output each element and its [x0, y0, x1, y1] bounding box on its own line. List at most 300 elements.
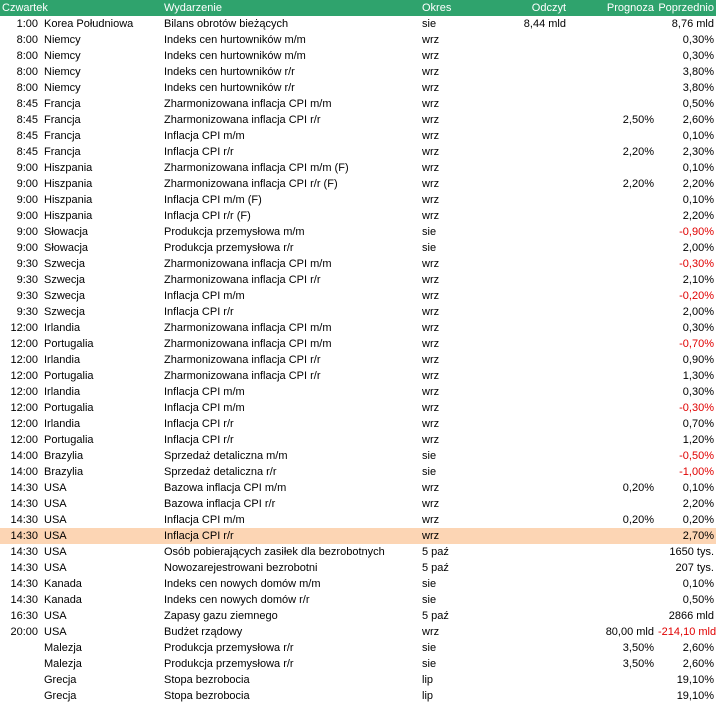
cell-forecast [568, 592, 656, 608]
cell-event: Sprzedaż detaliczna m/m [164, 450, 288, 462]
cell-actual [478, 208, 568, 224]
cell-event: Inflacja CPI m/m [164, 514, 245, 526]
cell-time: 8:45 [16, 130, 38, 142]
cell-time: 8:00 [16, 34, 38, 46]
cell-previous: 3,80% [682, 82, 714, 94]
cell-time: 14:30 [10, 578, 38, 590]
table-row [0, 144, 716, 160]
cell-forecast: 2,50% [622, 114, 654, 126]
table-row [0, 672, 716, 688]
cell-time: 9:00 [16, 242, 38, 254]
cell-time: 9:30 [16, 258, 38, 270]
cell-actual [478, 448, 568, 464]
cell-actual [478, 224, 568, 240]
cell-period: wrz [422, 178, 440, 190]
table-row [0, 128, 716, 144]
cell-time [0, 688, 42, 704]
cell-period: wrz [422, 290, 440, 302]
cell-forecast [568, 320, 656, 336]
cell-previous: 1,30% [682, 370, 714, 382]
cell-previous: 0,10% [682, 130, 714, 142]
cell-forecast [568, 336, 656, 352]
cell-actual [478, 304, 568, 320]
cell-previous: 2,60% [682, 658, 714, 670]
cell-actual [478, 656, 568, 672]
cell-actual [478, 320, 568, 336]
cell-event: Indeks cen nowych domów r/r [164, 594, 310, 606]
header-period: Okres [420, 0, 478, 16]
cell-time: 14:30 [10, 498, 38, 510]
cell-time: 14:30 [10, 482, 38, 494]
cell-forecast: 3,50% [622, 642, 654, 654]
cell-period: wrz [422, 210, 440, 222]
cell-period: wrz [422, 98, 440, 110]
cell-country: Słowacja [44, 242, 89, 254]
cell-forecast [568, 224, 656, 240]
cell-country: USA [44, 498, 67, 510]
cell-event: Indeks cen hurtowników r/r [164, 66, 295, 78]
cell-previous: 19,10% [676, 690, 714, 702]
cell-forecast [568, 80, 656, 96]
cell-time: 9:30 [16, 274, 38, 286]
cell-previous: 0,30% [682, 50, 714, 62]
cell-forecast: 0,20% [622, 482, 654, 494]
cell-time: 12:00 [10, 370, 38, 382]
header-row [0, 0, 716, 16]
cell-actual [478, 80, 568, 96]
cell-forecast [568, 192, 656, 208]
table-row [0, 448, 716, 464]
cell-country: Korea Południowa [44, 18, 134, 30]
cell-event: Zharmonizowana inflacja CPI r/r [164, 354, 321, 366]
cell-event: Zharmonizowana inflacja CPI m/m [164, 338, 332, 350]
table-row [0, 256, 716, 272]
cell-forecast [568, 64, 656, 80]
cell-period: wrz [422, 146, 440, 158]
cell-event: Indeks cen nowych domów m/m [164, 578, 321, 590]
cell-period: wrz [422, 514, 440, 526]
cell-event: Zapasy gazu ziemnego [164, 610, 278, 622]
cell-forecast [568, 400, 656, 416]
cell-forecast [568, 256, 656, 272]
cell-event: Inflacja CPI r/r [164, 434, 234, 446]
cell-forecast [568, 688, 656, 704]
cell-time [0, 640, 42, 656]
cell-event: Zharmonizowana inflacja CPI r/r (F) [164, 178, 338, 190]
cell-period: wrz [422, 626, 440, 638]
cell-actual [478, 480, 568, 496]
cell-time: 14:30 [10, 594, 38, 606]
cell-actual [478, 112, 568, 128]
cell-period: wrz [420, 528, 478, 544]
header-actual: Odczyt [478, 0, 568, 16]
cell-previous: 0,50% [682, 594, 714, 606]
cell-actual [478, 400, 568, 416]
cell-previous: -0,20% [679, 290, 714, 302]
cell-event: Inflacja CPI m/m [164, 402, 245, 414]
table-body [0, 16, 716, 704]
cell-event: Bazowa inflacja CPI m/m [164, 482, 287, 494]
cell-country: Hiszpania [44, 178, 93, 190]
table-row [0, 496, 716, 512]
cell-actual [478, 32, 568, 48]
cell-forecast [568, 368, 656, 384]
cell-event: Zharmonizowana inflacja CPI r/r [164, 274, 321, 286]
cell-event: Inflacja CPI r/r [164, 418, 234, 430]
cell-time: 9:00 [16, 178, 38, 190]
cell-event: Zharmonizowana inflacja CPI r/r [164, 370, 321, 382]
cell-forecast [568, 288, 656, 304]
cell-actual [478, 336, 568, 352]
cell-actual [478, 64, 568, 80]
cell-forecast [568, 416, 656, 432]
table-row [0, 368, 716, 384]
table-row [0, 688, 716, 704]
cell-actual [478, 416, 568, 432]
cell-country: USA [44, 546, 67, 558]
table-row [0, 560, 716, 576]
cell-actual [478, 672, 568, 688]
cell-country: Szwecja [44, 306, 85, 318]
cell-period: wrz [422, 418, 440, 430]
cell-actual [478, 368, 568, 384]
cell-period: lip [422, 690, 434, 702]
cell-event: Zharmonizowana inflacja CPI m/m [164, 322, 332, 334]
cell-previous: 0,30% [682, 386, 714, 398]
cell-period: wrz [422, 306, 440, 318]
cell-actual [478, 432, 568, 448]
cell-country: Grecja [44, 690, 77, 702]
cell-time: 12:00 [10, 354, 38, 366]
cell-event: Sprzedaż detaliczna r/r [164, 466, 277, 478]
cell-country: Niemcy [44, 66, 81, 78]
cell-actual: 8,44 mld [523, 18, 566, 30]
cell-previous: 2,70% [656, 528, 716, 544]
cell-period: wrz [422, 402, 440, 414]
cell-event: Zharmonizowana inflacja CPI r/r [164, 114, 321, 126]
cell-period: wrz [422, 34, 440, 46]
cell-country: Francja [44, 130, 81, 142]
cell-event: Indeks cen hurtowników r/r [164, 82, 295, 94]
cell-event: Inflacja CPI r/r (F) [164, 210, 251, 222]
cell-country: Niemcy [44, 82, 81, 94]
cell-forecast [568, 544, 656, 560]
cell-time [0, 656, 42, 672]
cell-actual [478, 352, 568, 368]
cell-actual [478, 512, 568, 528]
cell-previous: 2,30% [682, 146, 714, 158]
table-row [0, 656, 716, 672]
cell-country: Portugalia [44, 338, 94, 350]
cell-country: Szwecja [44, 258, 85, 270]
cell-period: wrz [422, 338, 440, 350]
cell-forecast: 0,20% [622, 514, 654, 526]
cell-time [0, 672, 42, 688]
cell-actual [478, 256, 568, 272]
cell-period: wrz [422, 258, 440, 270]
cell-forecast: 3,50% [622, 658, 654, 670]
cell-forecast [568, 352, 656, 368]
cell-forecast: 2,20% [622, 178, 654, 190]
cell-time: 9:30 [16, 306, 38, 318]
cell-period: wrz [422, 50, 440, 62]
cell-previous: 0,10% [682, 162, 714, 174]
cell-actual [478, 464, 568, 480]
cell-country: Brazylia [44, 450, 84, 462]
cell-forecast [568, 672, 656, 688]
header-day: Czwartek [0, 0, 162, 16]
cell-time: 8:00 [16, 82, 38, 94]
table-row [0, 304, 716, 320]
cell-previous: 2,20% [682, 210, 714, 222]
cell-actual [478, 160, 568, 176]
table-row [0, 624, 716, 640]
cell-forecast [568, 32, 656, 48]
cell-country: Kanada [44, 578, 82, 590]
cell-actual [478, 176, 568, 192]
table-row [0, 64, 716, 80]
cell-actual [478, 576, 568, 592]
cell-previous: -214,10 mld [658, 626, 716, 638]
cell-country: USA [42, 528, 162, 544]
cell-event: Produkcja przemysłowa r/r [164, 658, 294, 670]
cell-actual [478, 608, 568, 624]
cell-period: wrz [422, 482, 440, 494]
cell-event: Zharmonizowana inflacja CPI m/m [164, 258, 332, 270]
cell-period: wrz [422, 274, 440, 286]
cell-event: Zharmonizowana inflacja CPI m/m [164, 98, 332, 110]
table-row [0, 112, 716, 128]
cell-previous: 8,76 mld [671, 18, 714, 30]
cell-country: Słowacja [44, 226, 89, 238]
cell-actual [478, 128, 568, 144]
table-row [0, 208, 716, 224]
cell-event: Inflacja CPI m/m [164, 386, 245, 398]
cell-actual [478, 240, 568, 256]
table-row [0, 576, 716, 592]
cell-period: wrz [422, 194, 440, 206]
table-row [0, 224, 716, 240]
cell-period: sie [422, 18, 437, 30]
cell-previous: -1,00% [679, 466, 714, 478]
cell-time: 14:30 [10, 546, 38, 558]
cell-period: sie [422, 226, 437, 238]
cell-time: 8:00 [16, 66, 38, 78]
cell-country: Francja [44, 98, 81, 110]
cell-period: lip [422, 674, 434, 686]
cell-previous: 207 tys. [675, 562, 714, 574]
cell-event: Stopa bezrobocia [164, 690, 250, 702]
cell-actual [478, 272, 568, 288]
table-row [0, 416, 716, 432]
cell-time: 12:00 [10, 386, 38, 398]
cell-time: 14:00 [10, 450, 38, 462]
cell-previous: 1650 tys. [669, 546, 714, 558]
header-previous: Poprzednio [656, 0, 716, 16]
table-row [0, 96, 716, 112]
cell-actual [478, 96, 568, 112]
cell-previous: 3,80% [682, 66, 714, 78]
cell-previous: 19,10% [676, 674, 714, 686]
cell-time: 8:45 [16, 114, 38, 126]
cell-country: Irlandia [44, 354, 81, 366]
cell-period: wrz [422, 130, 440, 142]
cell-previous: -0,70% [679, 338, 714, 350]
cell-period: wrz [422, 162, 440, 174]
cell-time: 12:00 [10, 338, 38, 350]
cell-previous: 0,70% [682, 418, 714, 430]
table-row [0, 192, 716, 208]
cell-previous: 0,10% [682, 482, 714, 494]
cell-country: Irlandia [44, 322, 81, 334]
cell-country: USA [44, 482, 67, 494]
cell-time: 9:30 [16, 290, 38, 302]
cell-country: USA [44, 562, 67, 574]
cell-previous: 2,60% [682, 642, 714, 654]
cell-event: Produkcja przemysłowa m/m [164, 226, 305, 238]
table-row [0, 400, 716, 416]
cell-time: 12:00 [10, 402, 38, 414]
cell-event: Nowozarejestrowani bezrobotni [164, 562, 318, 574]
cell-actual [478, 528, 568, 544]
cell-previous: -0,30% [679, 402, 714, 414]
cell-previous: 2,00% [682, 242, 714, 254]
cell-period: sie [422, 242, 437, 254]
cell-actual [478, 640, 568, 656]
cell-period: wrz [422, 434, 440, 446]
cell-previous: -0,30% [679, 258, 714, 270]
cell-forecast [568, 208, 656, 224]
cell-event: Budżet rządowy [164, 626, 243, 638]
cell-period: wrz [422, 386, 440, 398]
cell-previous: 0,30% [682, 34, 714, 46]
cell-time: 9:00 [16, 210, 38, 222]
cell-country: Hiszpania [44, 210, 93, 222]
table-row [0, 32, 716, 48]
cell-country: Niemcy [44, 50, 81, 62]
cell-country: Hiszpania [44, 162, 93, 174]
cell-actual [478, 496, 568, 512]
cell-forecast [568, 528, 656, 544]
cell-period: wrz [422, 322, 440, 334]
cell-event: Inflacja CPI r/r [162, 528, 420, 544]
cell-forecast [568, 96, 656, 112]
table-row [0, 592, 716, 608]
cell-event: Inflacja CPI r/r [164, 146, 234, 158]
table-row [0, 80, 716, 96]
cell-period: 5 paź [422, 562, 449, 574]
cell-period: wrz [422, 114, 440, 126]
cell-country: Szwecja [44, 290, 85, 302]
cell-country: Portugalia [44, 434, 94, 446]
cell-event: Inflacja CPI r/r [164, 306, 234, 318]
table-row [0, 512, 716, 528]
cell-time: 12:00 [10, 418, 38, 430]
cell-time: 8:45 [16, 98, 38, 110]
cell-previous: 0,10% [682, 194, 714, 206]
cell-country: USA [44, 610, 67, 622]
cell-event: Osób pobierających zasiłek dla bezrobotnych [164, 546, 385, 558]
cell-country: Irlandia [44, 418, 81, 430]
cell-period: 5 paź [422, 546, 449, 558]
cell-time: 9:00 [16, 194, 38, 206]
cell-forecast: 2,20% [622, 146, 654, 158]
cell-period: sie [422, 578, 437, 590]
cell-period: wrz [422, 354, 440, 366]
cell-forecast [568, 576, 656, 592]
table-row [0, 384, 716, 400]
cell-period: wrz [422, 370, 440, 382]
cell-period: wrz [422, 498, 440, 510]
cell-previous: 2,20% [682, 498, 714, 510]
cell-country: Kanada [44, 594, 82, 606]
table-row [0, 48, 716, 64]
header-forecast: Prognoza [568, 0, 656, 16]
table-row [0, 352, 716, 368]
cell-time: 14:30 [10, 514, 38, 526]
cell-previous: 0,20% [682, 514, 714, 526]
table-row [0, 464, 716, 480]
cell-country: Malezja [44, 658, 82, 670]
table-row [0, 160, 716, 176]
cell-country: Grecja [44, 674, 77, 686]
cell-forecast [568, 272, 656, 288]
cell-actual [478, 48, 568, 64]
cell-event: Bazowa inflacja CPI r/r [164, 498, 276, 510]
cell-actual [478, 592, 568, 608]
cell-forecast [568, 160, 656, 176]
cell-time: 16:30 [10, 610, 38, 622]
cell-event: Inflacja CPI m/m (F) [164, 194, 262, 206]
table-row [0, 640, 716, 656]
table-row [0, 272, 716, 288]
cell-event: Produkcja przemysłowa r/r [164, 242, 294, 254]
cell-forecast [568, 608, 656, 624]
cell-actual [478, 144, 568, 160]
cell-forecast [568, 464, 656, 480]
table-row [0, 320, 716, 336]
cell-time: 8:45 [16, 146, 38, 158]
cell-event: Stopa bezrobocia [164, 674, 250, 686]
cell-event: Bilans obrotów bieżących [164, 18, 289, 30]
cell-actual [478, 624, 568, 640]
cell-forecast [568, 448, 656, 464]
cell-previous: -0,50% [679, 450, 714, 462]
cell-forecast [568, 384, 656, 400]
cell-forecast: 80,00 mld [605, 626, 654, 638]
header-event: Wydarzenie [162, 0, 420, 16]
table-row [0, 336, 716, 352]
cell-actual [478, 288, 568, 304]
cell-forecast [568, 240, 656, 256]
cell-time: 20:00 [10, 626, 38, 638]
cell-forecast [568, 128, 656, 144]
cell-country: Portugalia [44, 402, 94, 414]
cell-previous: -0,90% [679, 226, 714, 238]
table-row [0, 608, 716, 624]
cell-event: Produkcja przemysłowa r/r [164, 642, 294, 654]
table-row [0, 544, 716, 560]
cell-actual [478, 688, 568, 704]
cell-forecast [568, 16, 656, 32]
cell-period: sie [422, 450, 437, 462]
cell-time: 8:00 [16, 50, 38, 62]
cell-country: USA [44, 514, 67, 526]
cell-actual [478, 192, 568, 208]
table-row [0, 240, 716, 256]
cell-actual [478, 560, 568, 576]
cell-previous: 2,60% [682, 114, 714, 126]
